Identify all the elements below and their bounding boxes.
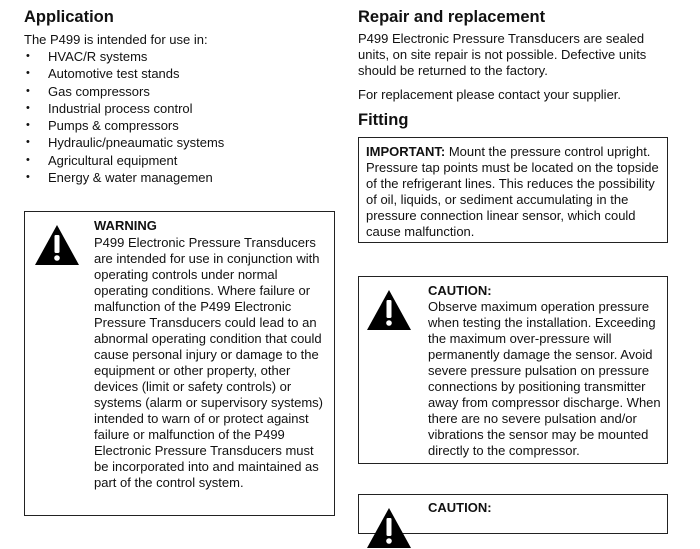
warning-triangle-icon bbox=[366, 289, 412, 331]
warning-heading: WARNING bbox=[94, 218, 157, 233]
list-item: • Pumps & compressors bbox=[24, 117, 324, 134]
important-box bbox=[358, 137, 668, 243]
list-item: • Gas compressors bbox=[24, 83, 324, 100]
list-item: • Hydraulic/pneaumatic systems bbox=[24, 134, 324, 151]
warning-triangle-icon bbox=[366, 507, 412, 549]
important-text bbox=[366, 144, 660, 240]
list-item: • Industrial process control bbox=[24, 100, 324, 117]
fitting-heading: Fitting bbox=[358, 111, 409, 129]
warning-box bbox=[24, 211, 335, 516]
important-body: Mount the pressure control upright. Pressure tap points must be located on the topside of the refrigerant lines. This reduces the possibility of oil, liquids, or sediment accumulating in the pressure connection linear sensor, which could cause malfunction. bbox=[366, 144, 659, 239]
important-label: IMPORTANT: bbox=[366, 144, 446, 159]
list-item: • Agricultural equipment bbox=[24, 152, 324, 169]
application-heading: Application bbox=[24, 8, 114, 26]
caution-box bbox=[358, 276, 668, 464]
list-item: • Energy & water managemen bbox=[24, 169, 324, 186]
caution-heading: CAUTION: bbox=[428, 283, 492, 298]
application-intro: The P499 is intended for use in: bbox=[24, 32, 208, 47]
list-item: • HVAC/R systems bbox=[24, 48, 324, 65]
caution-box-2 bbox=[358, 494, 668, 534]
warning-text: P499 Electronic Pressure Transducers are intended for use in conjunction with operating controls under normal operating conditions. Where failure or malfunction of the P499 Electronic Pressure Transducers could lead to an abnormal operating condition that could cause personal injury or damage to the equipment or other property, other devices (limit or safety controls) or systems (alarm or supervisory systems) intended to warn of or protect against failure or malfunction of the P499 Electronic Pressure Transducers must be incorporated into and maintained as part of the control system. bbox=[94, 235, 323, 490]
repair-text: P499 Electronic Pressure Transducers are sealed units, on site repair is not possible. Defective units should be returned to the factory. bbox=[358, 31, 647, 78]
list-item: • Automotive test stands bbox=[24, 65, 324, 82]
warning-triangle-icon bbox=[34, 224, 80, 266]
caution-text: Observe maximum operation pressure when testing the installation. Exceeding the maximum over-pressure will permanently damage the sensor. Avoid severe pressure pulsation on pressure connections by positioning transmitter away from compressor discharge. When there are no severe pulsation and/or vibrations the sensor may be mounted directly to the compressor. bbox=[428, 299, 661, 458]
repair-heading: Repair and replacement bbox=[358, 8, 546, 26]
replacement-text: For replacement please contact your supplier. bbox=[358, 87, 622, 102]
caution-heading-2: CAUTION: bbox=[428, 500, 492, 515]
application-list bbox=[24, 48, 324, 186]
